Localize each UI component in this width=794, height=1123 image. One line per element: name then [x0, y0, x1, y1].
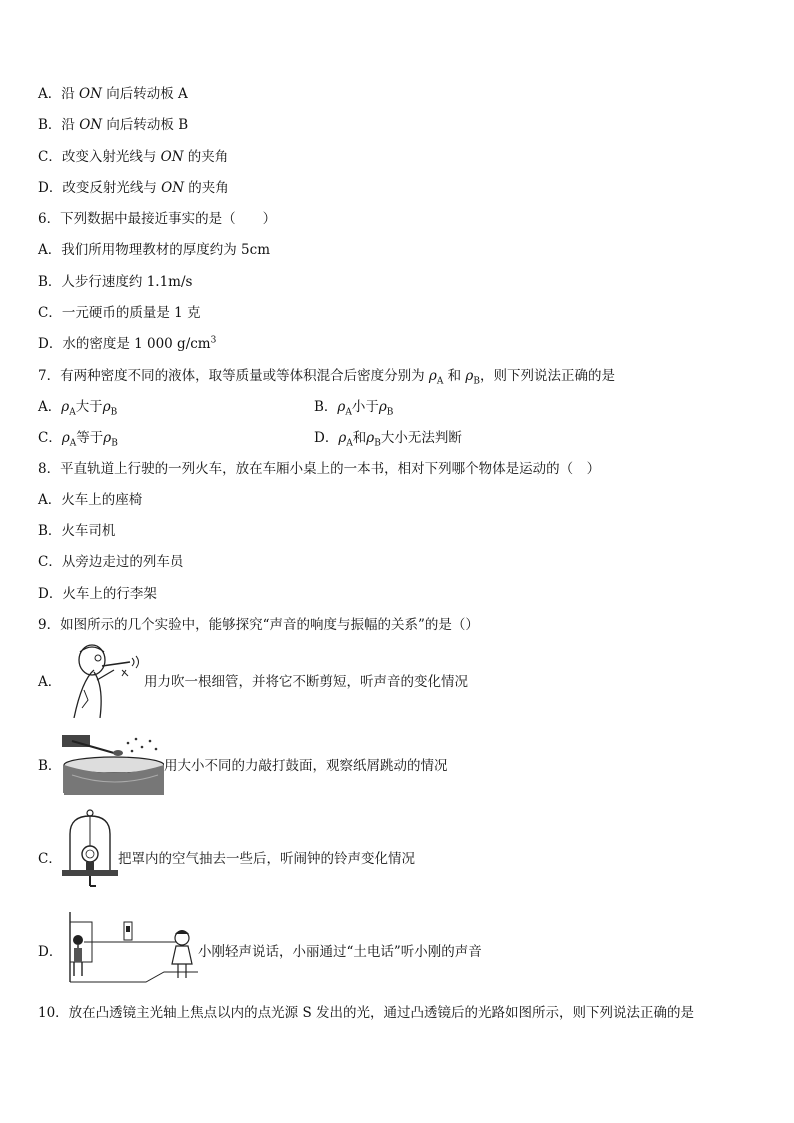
bell-jar-alarm-clock-figure	[62, 808, 118, 888]
subscript-b: B	[473, 376, 480, 387]
subscript-a: A	[69, 407, 76, 418]
option-label: C．	[38, 430, 62, 446]
option-label: D．	[314, 430, 339, 446]
q7-option-c	[38, 426, 118, 449]
rho-symbol: ρ	[61, 430, 70, 446]
q6-option-b: B．人步行速度约 1.1m/s	[38, 274, 193, 290]
option-text: 大于	[75, 399, 103, 415]
rho-symbol: ρ	[102, 399, 111, 415]
option-label: A．沿	[38, 86, 80, 102]
on-symbol: ON	[161, 180, 185, 196]
q7-option-a	[38, 395, 117, 418]
option-text: 的夹角	[183, 149, 229, 165]
q5-option-c	[38, 145, 228, 165]
q9-option-a-label: A．	[38, 674, 62, 690]
man-blowing-tube-figure	[64, 640, 144, 718]
rho-symbol: ρ	[378, 399, 387, 415]
subscript-b: B	[386, 407, 394, 418]
option-label: B．沿	[38, 117, 80, 133]
on-symbol: ON	[79, 86, 102, 102]
q8-option-c: C．从旁边走过的列车员	[38, 554, 184, 570]
subscript-a: A	[69, 438, 77, 449]
q6-option-c: C．一元硬币的质量是 1 克	[38, 305, 201, 321]
option-text: 的夹角	[184, 180, 229, 196]
q8-option-d: D．火车上的行李架	[38, 586, 157, 602]
option-text: 等于	[76, 430, 104, 446]
option-text: 和	[352, 430, 367, 446]
option-label: A．	[38, 399, 62, 415]
q7-stem	[38, 364, 615, 387]
q5-option-b	[38, 113, 188, 133]
option-text: 向后转动板 B	[102, 117, 189, 133]
q6-option-d	[38, 332, 216, 352]
subscript-b: B	[111, 438, 118, 449]
q8-stem: 8．平直轨道上行驶的一列火车，放在车厢小桌上的一本书，相对下列哪个物体是运动的（ ）	[38, 461, 601, 477]
q8-option-a: A．火车上的座椅	[38, 492, 143, 508]
stem-text: ，则下列说法正确的是	[479, 368, 615, 384]
subscript-a: A	[345, 407, 352, 418]
rho-symbol: ρ	[465, 368, 474, 384]
q5-option-d	[38, 176, 229, 196]
q7-option-d	[314, 426, 462, 449]
q6-stem: 6．下列数据中最接近事实的是（ ）	[38, 211, 277, 227]
q9-option-b-label: B．	[38, 758, 62, 774]
q10-stem: 10．放在凸透镜主光轴上焦点以内的点光源 S 发出的光，通过凸透镜后的光路如图所示，则下列说法正确的是	[38, 1005, 695, 1021]
option-label: B．	[314, 399, 338, 415]
option-text: 大小无法判断	[380, 430, 462, 446]
option-label: C．改变入射光线与	[38, 149, 161, 165]
rho-symbol: ρ	[338, 430, 347, 446]
q9-option-b-text: 用大小不同的力敲打鼓面，观察纸屑跳动的情况	[164, 758, 448, 774]
q8-option-b: B．火车司机	[38, 523, 116, 539]
stem-text: 7．有两种密度不同的液体，取等质量或等体积混合后密度分别为	[38, 368, 429, 384]
q7-option-b	[314, 395, 393, 418]
option-text: 小于	[351, 399, 379, 415]
q9-option-c-label: C．	[38, 851, 62, 867]
stem-text: 和	[443, 368, 466, 384]
rho-symbol: ρ	[337, 399, 346, 415]
q9-option-d-label: D．	[38, 944, 63, 960]
q9-option-c-text: 把罩内的空气抽去一些后，听闹钟的铃声变化情况	[118, 851, 415, 867]
q5-option-a	[38, 82, 188, 102]
q9-option-d-text: 小刚轻声说话，小丽通过“土电话”听小刚的声音	[198, 944, 482, 960]
subscript-b: B	[110, 407, 118, 418]
drum-with-paper-bits-figure	[62, 735, 164, 795]
rho-symbol: ρ	[366, 430, 375, 446]
rho-symbol: ρ	[103, 430, 112, 446]
q6-option-a: A．我们所用物理教材的厚度约为 5cm	[38, 242, 270, 258]
subscript-b: B	[374, 438, 381, 449]
subscript-a: A	[436, 376, 444, 387]
q9-stem: 9．如图所示的几个实验中，能够探究“声音的响度与振幅的关系”的是（）	[38, 617, 479, 633]
subscript-a: A	[346, 438, 353, 449]
string-telephone-figure	[64, 912, 198, 986]
superscript: 3	[210, 335, 217, 346]
option-text: D．水的密度是 1 000 g/cm	[38, 336, 211, 352]
option-label: D．改变反射光线与	[38, 180, 162, 196]
rho-symbol: ρ	[61, 399, 70, 415]
q9-option-a-text: 用力吹一根细管，并将它不断剪短，听声音的变化情况	[144, 674, 468, 690]
option-text: 向后转动板 A	[101, 86, 188, 102]
on-symbol: ON	[160, 149, 184, 165]
on-symbol: ON	[79, 117, 103, 133]
rho-symbol: ρ	[428, 368, 437, 384]
